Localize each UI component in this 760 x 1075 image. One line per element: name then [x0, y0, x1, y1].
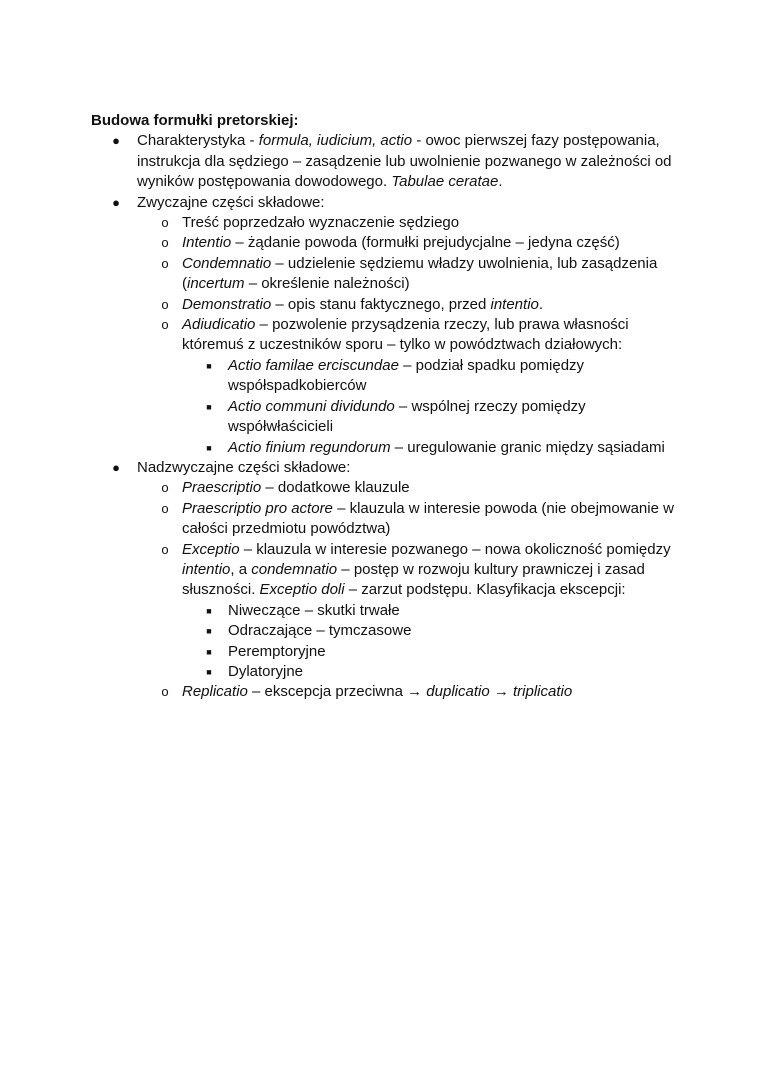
- text-run: Praescriptio: [182, 479, 262, 497]
- text-run: incertum: [187, 275, 245, 293]
- circle-marker: o: [161, 500, 169, 516]
- text-run: Replicatio: [182, 683, 248, 701]
- text-run: .: [538, 295, 544, 313]
- text-run: – klauzula w interesie powoda (nie obejmowanie w całości przedmiotu powództwa): [182, 499, 674, 538]
- text-run: , a: [230, 560, 252, 578]
- sub-sub-item-text: [228, 622, 411, 639]
- square-marker: ■: [206, 401, 212, 412]
- sub-item-text: [182, 234, 620, 251]
- sub-item-text: [182, 541, 671, 599]
- text-run: Intentio: [182, 234, 232, 252]
- sub-sub-item-text: [228, 439, 665, 456]
- square-marker: ■: [206, 626, 212, 637]
- sub-sub-item-text: [228, 663, 303, 680]
- page-title: Budowa formułki pretorskiej:: [91, 112, 299, 129]
- sub-sub-item: [206, 621, 681, 641]
- circle-marker: o: [161, 255, 169, 271]
- circle-marker: o: [161, 215, 169, 231]
- text-run: Nadzwyczajne części składowe:: [137, 458, 351, 476]
- sub-sub-item-text: [228, 398, 586, 435]
- sub-sub-item: [206, 397, 681, 438]
- text-run: Niweczące – skutki trwałe: [228, 601, 400, 619]
- text-run: Zwyczajne części składowe:: [137, 193, 325, 211]
- text-run: – postęp w rozwoju kultury prawniczej i zasad słuszności.: [182, 560, 645, 599]
- sub-item-text: [182, 255, 657, 292]
- text-run: Demonstratio: [182, 295, 272, 313]
- section-item: [112, 193, 681, 458]
- text-run: Exceptio: [182, 540, 240, 558]
- text-run: Adiudicatio: [182, 316, 256, 334]
- sub-sub-item: [206, 642, 681, 662]
- sub-item: [161, 315, 681, 458]
- sub-item-text: [182, 296, 543, 313]
- square-marker: ■: [206, 442, 212, 453]
- sub-item-text: [182, 500, 674, 537]
- sub-sub-item: [206, 601, 681, 621]
- section-item: [112, 458, 681, 703]
- text-run: condemnatio: [251, 560, 338, 578]
- document-content: [91, 111, 681, 703]
- text-run: – opis stanu faktycznego, przed: [271, 295, 491, 313]
- outline-list: [91, 131, 681, 702]
- bullet-marker: ●: [112, 459, 120, 475]
- text-run: Praescriptio pro actore: [182, 499, 333, 517]
- sub-item: [161, 295, 681, 315]
- sub-item-text: [182, 683, 572, 700]
- sub-sub-item-text: [228, 643, 326, 660]
- text-run: – żądanie powoda (formułki prejudycjalne – jedyna część): [231, 234, 620, 252]
- text-run: duplicatio: [422, 683, 494, 701]
- square-marker: ■: [206, 360, 212, 371]
- text-run: Charakterystyka -: [137, 132, 259, 150]
- text-run: Condemnatio: [182, 254, 272, 272]
- text-run: Exceptio doli: [259, 581, 345, 599]
- text-run: Actio finium regundorum: [228, 438, 391, 456]
- bullet-marker: ●: [112, 194, 120, 210]
- text-run: – klauzula w interesie pozwanego – nowa okoliczność pomiędzy: [239, 540, 671, 558]
- circle-marker: o: [161, 317, 169, 333]
- circle-marker: o: [161, 296, 169, 312]
- sub-item-text: [182, 214, 459, 231]
- sub-list: [137, 478, 681, 702]
- text-run: .: [498, 173, 503, 191]
- sub-sub-item-text: [228, 357, 584, 394]
- circle-marker: o: [161, 480, 169, 496]
- circle-marker: o: [161, 541, 169, 557]
- text-run: →: [407, 683, 423, 701]
- sub-sub-item: [206, 438, 681, 458]
- sub-item-text: [182, 479, 410, 496]
- circle-marker: o: [161, 235, 169, 251]
- text-run: – udzielenie sędziemu władzy uwolnienia, lub zasądzenia (: [182, 254, 658, 293]
- sub-sub-list: [182, 601, 681, 683]
- text-run: – uregulowanie granic między sąsiadami: [390, 438, 665, 456]
- text-run: intentio: [182, 560, 231, 578]
- square-marker: ■: [206, 666, 212, 677]
- text-run: intentio: [490, 295, 539, 313]
- text-run: Treść poprzedzało wyznaczenie sędziego: [182, 214, 460, 232]
- text-run: formula, iudicium, actio: [258, 132, 413, 150]
- text-run: – podział spadku pomiędzy współspadkobierców: [228, 356, 585, 395]
- text-run: – pozwolenie przysądzenia rzeczy, lub prawa własności któremuś z uczestników sporu – tylko w powództwach działowych:: [182, 316, 629, 354]
- sub-item: [161, 540, 681, 683]
- circle-marker: o: [161, 684, 169, 700]
- text-run: – wspólnej rzeczy pomiędzy współwłaścicieli: [228, 397, 586, 436]
- sub-sub-item-text: [228, 602, 400, 619]
- sub-item-text: [182, 316, 629, 353]
- bullet-marker: ●: [112, 133, 120, 149]
- square-marker: ■: [206, 646, 212, 657]
- section-text: [137, 194, 325, 211]
- section-item: [112, 131, 681, 192]
- text-run: - owoc pierwszej fazy postępowania, instrukcja dla sędziego – zasądzenie lub uwolnienie pozwanego w zależności od wyników postępowania dowodowego.: [137, 132, 672, 191]
- sub-item: [161, 478, 681, 498]
- sub-list: [137, 213, 681, 458]
- sub-item: [161, 499, 681, 540]
- square-marker: ■: [206, 605, 212, 616]
- text-run: Actio familae erciscundae: [228, 356, 399, 374]
- text-run: triplicatio: [508, 683, 573, 701]
- section-text: [137, 132, 672, 190]
- text-run: – dodatkowe klauzule: [261, 479, 410, 497]
- text-run: – ekscepcja przeciwna: [247, 683, 408, 701]
- text-run: Actio communi dividundo: [228, 397, 395, 415]
- sub-item: [161, 682, 681, 702]
- text-run: Peremptoryjne: [228, 642, 326, 660]
- sub-sub-item: [206, 356, 681, 397]
- sub-item: [161, 213, 681, 233]
- text-run: – określenie należności): [244, 275, 410, 293]
- text-run: – zarzut podstępu. Klasyfikacja ekscepcji:: [344, 581, 626, 599]
- sub-sub-item: [206, 662, 681, 682]
- section-text: [137, 459, 350, 476]
- text-run: Tabulae ceratae: [391, 173, 499, 191]
- text-run: Dylatoryjne: [228, 662, 304, 680]
- text-run: Odraczające – tymczasowe: [228, 622, 412, 640]
- text-run: →: [493, 683, 509, 701]
- sub-item: [161, 233, 681, 253]
- sub-item: [161, 254, 681, 295]
- sub-sub-list: [182, 356, 681, 458]
